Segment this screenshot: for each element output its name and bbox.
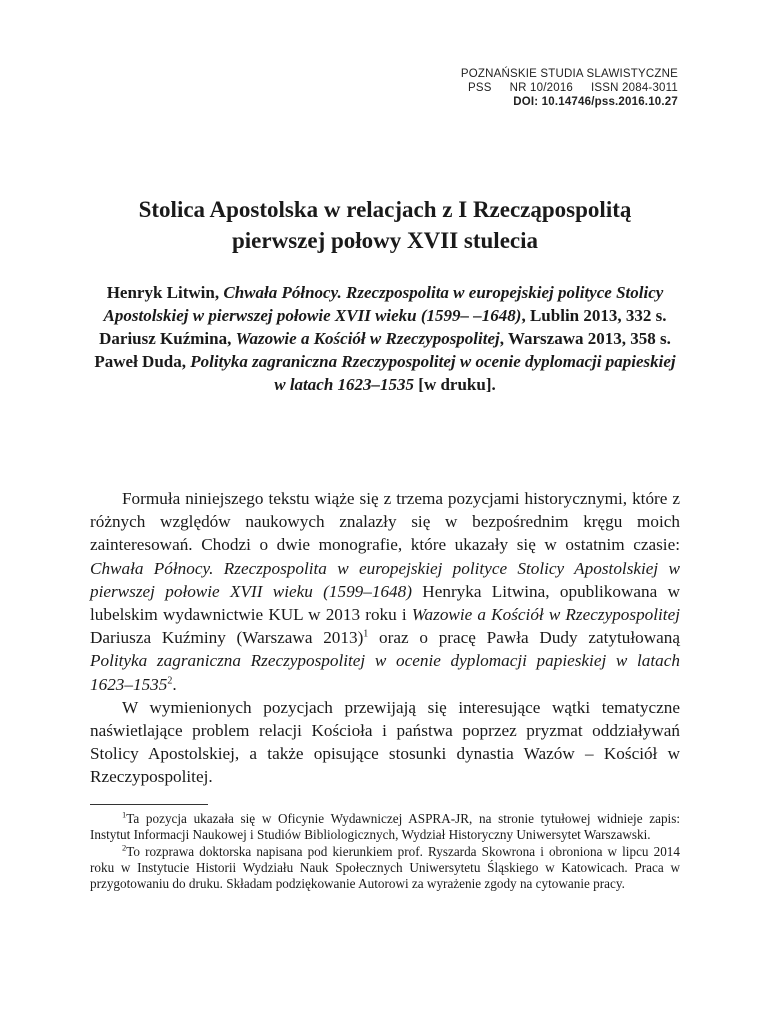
journal-issn: ISSN 2084-3011: [591, 82, 678, 94]
book-author: Henryk Litwin,: [106, 283, 224, 302]
body-italic-title: Chwała Północy. Rzeczpospolita w europejskiej polityce Stolicy Apostolskiej w pierwszej połowie XVII wieku (1599–1648): [90, 558, 680, 601]
body-text-run: .: [172, 674, 177, 694]
article-title-line2: pierwszej połowy XVII stulecia: [232, 228, 538, 253]
body-text-run: Henryka Litwina, opublikowana w lubelskim wydawnictwie KUL w 2013 roku i: [90, 581, 680, 625]
footnote-text: Ta pozycja ukazała się w Oficynie Wydawniczej ASPRA-JR, na stronie tytułowej widnieje zapis: Instytut Informacji Naukowej i Studiów Bibliologicznych, Wydział Historyczny Uniwersytet Warszawski.: [90, 811, 680, 843]
article-body: [90, 487, 680, 789]
footnote: [90, 811, 680, 844]
footnote-text: To rozprawa doktorska napisana pod kierunkiem prof. Ryszarda Skowrona i obroniona w lipcu 2014 roku w Instytucie Historii Wydziału Nauk Społecznych Uniwersytetu Śląskiego w Katowicach. Praca w przygotowaniu do druku. Składam podziękowanie Autorowi za wyrażenie zgody na cytowanie pracy.: [90, 843, 680, 892]
body-paragraph: W wymienionych pozycjach przewijają się interesujące wątki tematyczne naświetlające problem relacji Kościoła i państwa poprzez pryzmat oddziaływań Stolicy Apostolskiej, a także opisujące stosunki dynastia Wazów – Kościół w Rzeczypospolitej.: [90, 697, 680, 787]
journal-abbr: PSS: [468, 82, 492, 94]
book-title: Polityka zagraniczna Rzeczypospolitej w ocenie dyplomacji papieskiej w latach 1623–1535: [190, 352, 676, 394]
body-text-run: oraz o pracę Pawła Dudy zatytułowaną: [368, 628, 680, 648]
book-details: , Lublin 2013, 332 s.: [521, 306, 667, 325]
journal-name: POZNAŃSKIE STUDIA SLAWISTYCZNE: [460, 68, 678, 80]
reviewed-book: [90, 281, 680, 327]
book-details: [w druku].: [414, 375, 496, 394]
body-text-run: Formuła niniejszego tekstu wiąże się z trzema pozycjami historycznymi, które z różnych względów naukowych znalazły się w bezpośrednim kręgu moich zainteresowań. Chodzi o dwie monografie, które ukazały się w ostatnim czasie:: [90, 489, 680, 555]
book-author: Paweł Duda,: [94, 352, 191, 371]
book-details: , Warszawa 2013, 358 s.: [499, 329, 671, 348]
reviewed-book: [90, 350, 680, 396]
footnote-divider: [90, 804, 208, 805]
book-title: Wazowie a Kościół w Rzeczypospolitej: [235, 329, 500, 348]
footnote-mark: 2: [122, 842, 127, 853]
journal-header: [461, 67, 678, 109]
reviewed-book: [90, 327, 680, 350]
doi: DOI: 10.14746/pss.2016.10.27: [513, 96, 678, 108]
article-title: [90, 194, 680, 256]
footnotes: [90, 811, 680, 892]
footnote: [90, 844, 680, 893]
footnote-ref[interactable]: 1: [363, 628, 369, 640]
body-italic-title: Polityka zagraniczna Rzeczypospolitej w ocenie dyplomacji papieskiej w latach 1623–1535: [90, 651, 680, 694]
body-text-run: Dariusza Kuźminy (Warszawa 2013): [90, 628, 364, 648]
reviewed-books: [90, 281, 680, 396]
article-title-line1: Stolica Apostolska w relacjach z I Rzecząpospolitą: [138, 197, 632, 222]
journal-issue-line: [461, 81, 678, 95]
book-author: Dariusz Kuźmina,: [99, 329, 236, 348]
footnote-mark: 1: [122, 809, 127, 820]
book-title: Chwała Północy. Rzeczpospolita w europejskiej polityce Stolicy Apostolskiej w pierwszej połowie XVII wieku (1599– –1648): [103, 283, 664, 325]
footnote-ref[interactable]: 2: [167, 674, 173, 686]
journal-issue: NR 10/2016: [509, 82, 574, 94]
body-paragraph: [90, 487, 680, 696]
body-italic-title: Wazowie a Kościół w Rzeczypospolitej: [411, 605, 680, 625]
